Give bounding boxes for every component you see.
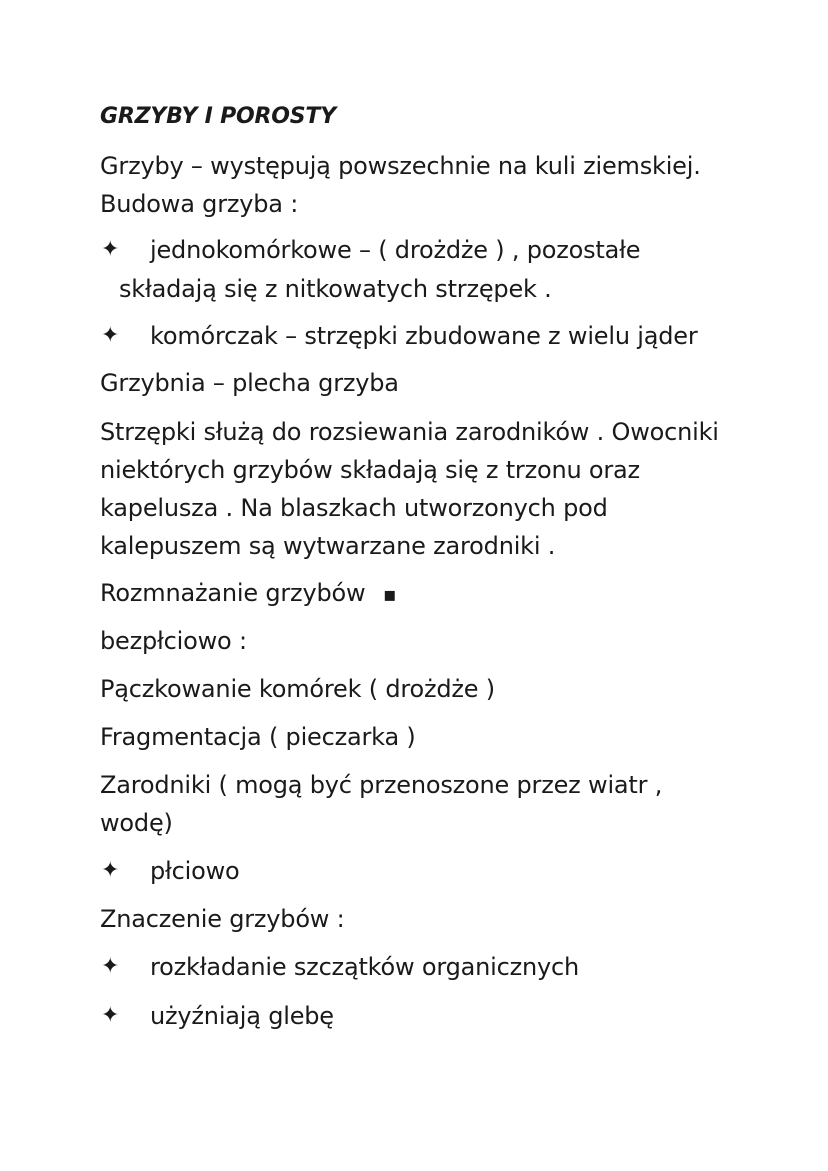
significance-bullet-2: użyźniają glebę xyxy=(150,1002,334,1030)
paragraph-line-3: kapelusza . Na blaszkach utworzonych pod xyxy=(100,494,608,522)
asexual-heading: bezpłciowo : xyxy=(100,627,247,655)
document-title: GRZYBY I POROSTY xyxy=(100,104,336,129)
paragraph-line-1: Strzępki służą do rozsiewania zarodników . Owocniki xyxy=(100,418,719,446)
bullet-star-icon: ✦ xyxy=(101,858,120,883)
method-spores-line-2: wodę) xyxy=(100,809,173,837)
structure-bullet-1-line-2: składają się z nitkowatych strzępek . xyxy=(119,275,552,303)
intro-line-1: Grzyby – występują powszechnie na kuli ziemskiej. xyxy=(100,152,701,180)
grzybnia-line: Grzybnia – plecha grzyba xyxy=(100,369,399,397)
method-spores-line-1: Zarodniki ( mogą być przenoszone przez wiatr , xyxy=(100,771,663,799)
paragraph-line-4: kalepuszem są wytwarzane zarodniki . xyxy=(100,532,556,560)
bullet-star-icon: ✦ xyxy=(101,954,120,979)
reproduction-heading xyxy=(100,574,396,613)
method-fragmentation: Fragmentacja ( pieczarka ) xyxy=(100,723,416,751)
bullet-star-icon: ✦ xyxy=(101,1003,120,1028)
square-bullet-icon: ▪ xyxy=(382,582,397,606)
sexual-bullet: płciowo xyxy=(150,857,240,885)
structure-bullet-1-line-1: jednokomórkowe – ( drożdże ) , pozostałe xyxy=(150,236,641,264)
intro-line-2: Budowa grzyba : xyxy=(100,190,299,218)
bullet-star-icon: ✦ xyxy=(101,323,120,348)
structure-bullet-2: komórczak – strzępki zbudowane z wielu jąder xyxy=(150,322,698,350)
significance-bullet-1: rozkładanie szczątków organicznych xyxy=(150,953,580,981)
method-budding: Pączkowanie komórek ( drożdże ) xyxy=(100,675,495,703)
reproduction-heading-text: Rozmnażanie grzybów xyxy=(100,579,366,607)
significance-heading: Znaczenie grzybów : xyxy=(100,905,345,933)
bullet-star-icon: ✦ xyxy=(101,237,120,262)
paragraph-line-2: niektórych grzybów składają się z trzonu oraz xyxy=(100,456,640,484)
